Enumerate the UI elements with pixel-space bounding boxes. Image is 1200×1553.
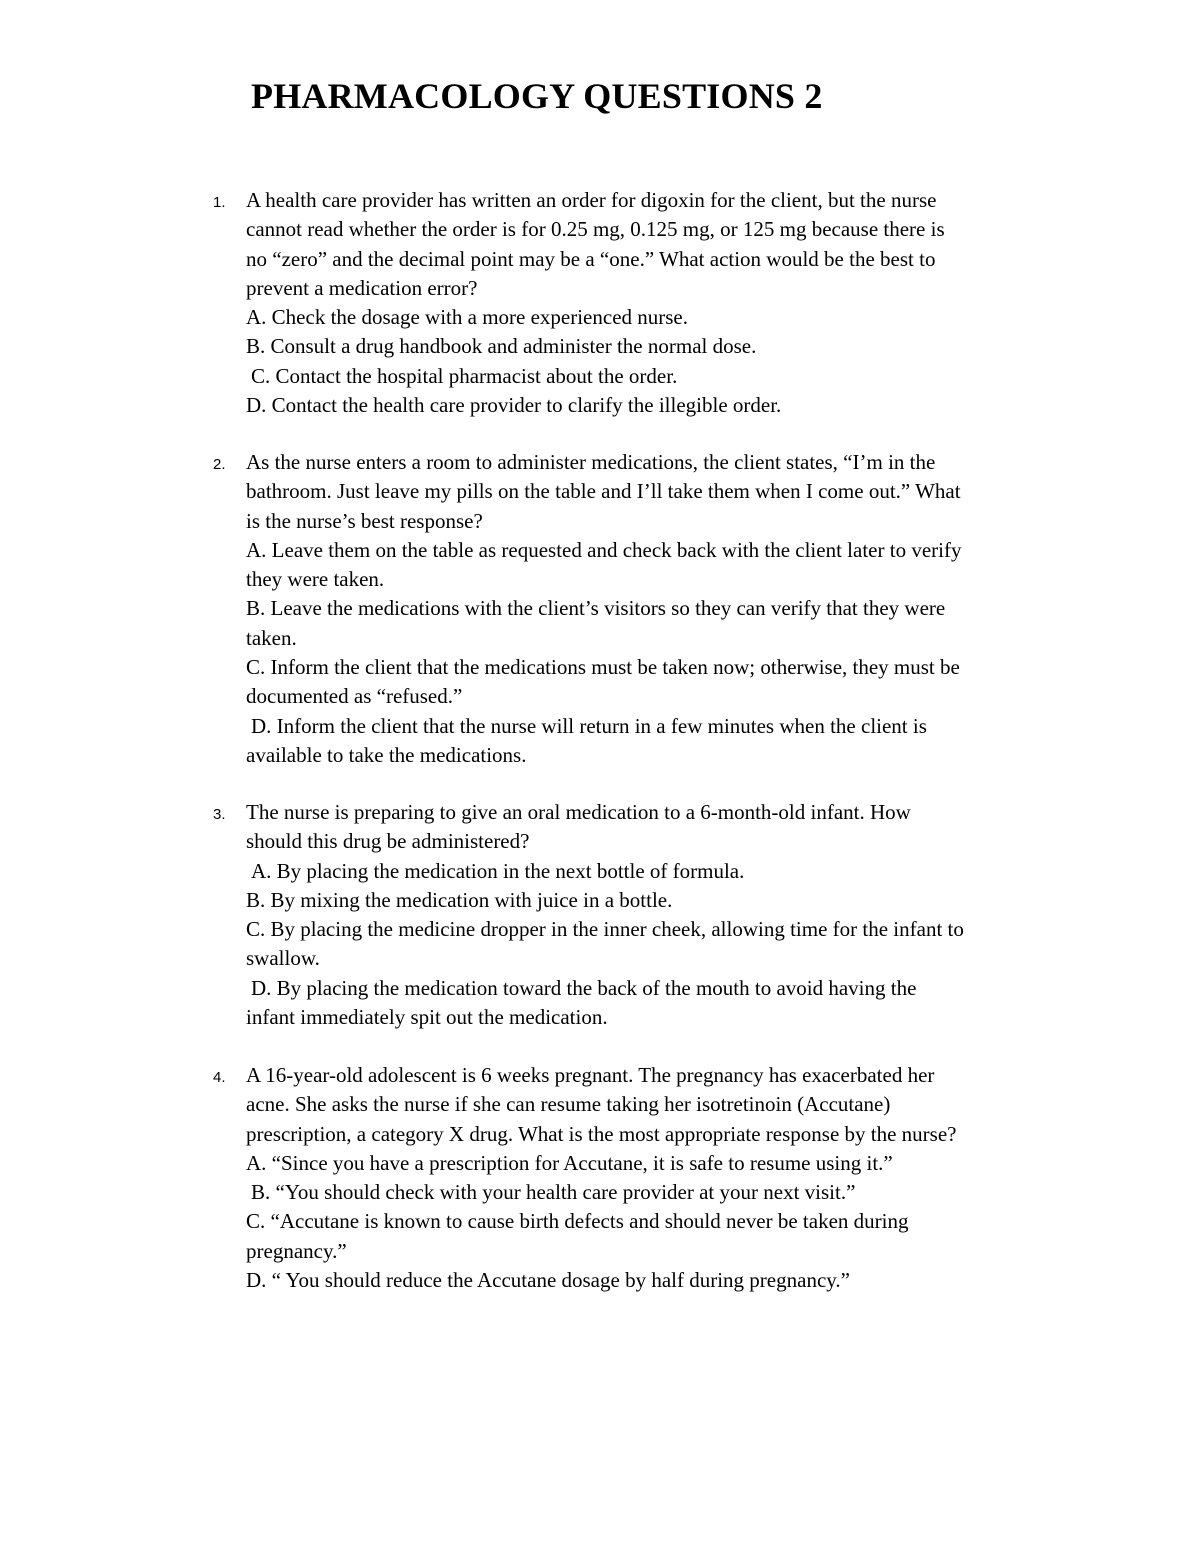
question-body [246, 448, 1066, 770]
question-number: 2. [213, 456, 226, 473]
question-stem-line: is the nurse’s best response? [246, 508, 483, 533]
answer-option-b: B. Consult a drug handbook and administer the normal dose. [246, 334, 757, 359]
question-body [246, 186, 1066, 420]
answer-option-b: B. Leave the medications with the client’s visitors so they can verify that they were [246, 596, 946, 621]
answer-option-c: C. “Accutane is known to cause birth defects and should never be taken during [246, 1209, 909, 1234]
question-stem-line: should this drug be administered? [246, 829, 530, 854]
answer-option-c: C. Contact the hospital pharmacist about the order. [251, 363, 678, 388]
question-number: 1. [213, 194, 226, 211]
document-title: PHARMACOLOGY QUESTIONS 2 [251, 76, 823, 116]
answer-option-a-continued: they were taken. [246, 567, 385, 592]
question-stem-line: acne. She asks the nurse if she can resume taking her isotretinoin (Accutane) [246, 1092, 891, 1117]
answer-option-d: D. “ You should reduce the Accutane dosage by half during pregnancy.” [246, 1268, 850, 1293]
question-stem-line: cannot read whether the order is for 0.25 mg, 0.125 mg, or 125 mg because there is [246, 217, 945, 242]
answer-option-d: D. By placing the medication toward the back of the mouth to avoid having the [251, 975, 917, 1000]
answer-option-b: B. “You should check with your health care provider at your next visit.” [251, 1180, 856, 1205]
answer-option-d: D. Contact the health care provider to clarify the illegible order. [246, 393, 782, 418]
answer-option-d-continued: available to take the medications. [246, 742, 527, 767]
answer-option-d-continued: infant immediately spit out the medication. [246, 1005, 608, 1030]
answer-option-a: A. Check the dosage with a more experienced nurse. [246, 305, 689, 330]
question-body [246, 798, 1066, 1032]
answer-option-c-continued: swallow. [246, 946, 320, 971]
question-stem-line: A health care provider has written an order for digoxin for the client, but the nurse [246, 188, 937, 212]
answer-option-a: A. “Since you have a prescription for Accutane, it is safe to resume using it.” [246, 1150, 893, 1175]
answer-option-c-continued: documented as “refused.” [246, 684, 463, 709]
answer-option-a: A. Leave them on the table as requested and check back with the client later to verify [246, 537, 962, 562]
question-number: 4. [213, 1069, 226, 1086]
answer-option-a: A. By placing the medication in the next bottle of formula. [251, 858, 745, 883]
answer-option-b-continued: taken. [246, 625, 297, 650]
question-body [246, 1061, 1066, 1295]
question-stem-line: prescription, a category X drug. What is the most appropriate response by the nurse? [246, 1121, 957, 1146]
answer-option-c: C. Inform the client that the medications must be taken now; otherwise, they must be [246, 655, 960, 680]
question-stem-line: As the nurse enters a room to administer medications, the client states, “I’m in the [246, 450, 936, 474]
question-stem-line: bathroom. Just leave my pills on the table and I’ll take them when I come out.” What [246, 479, 961, 504]
answer-option-d: D. Inform the client that the nurse will return in a few minutes when the client is [251, 713, 927, 738]
answer-option-c: C. By placing the medicine dropper in the inner cheek, allowing time for the infant to [246, 917, 964, 942]
question-stem-line: no “zero” and the decimal point may be a “one.” What action would be the best to [246, 246, 936, 271]
question-number: 3. [213, 806, 226, 823]
question-stem-line: A 16-year-old adolescent is 6 weeks pregnant. The pregnancy has exacerbated her [246, 1063, 935, 1087]
answer-option-c-continued: pregnancy.” [246, 1238, 347, 1263]
question-stem-line: prevent a medication error? [246, 275, 478, 300]
answer-option-b: B. By mixing the medication with juice in a bottle. [246, 887, 673, 912]
question-stem-line: The nurse is preparing to give an oral medication to a 6-month-old infant. How [246, 800, 911, 824]
